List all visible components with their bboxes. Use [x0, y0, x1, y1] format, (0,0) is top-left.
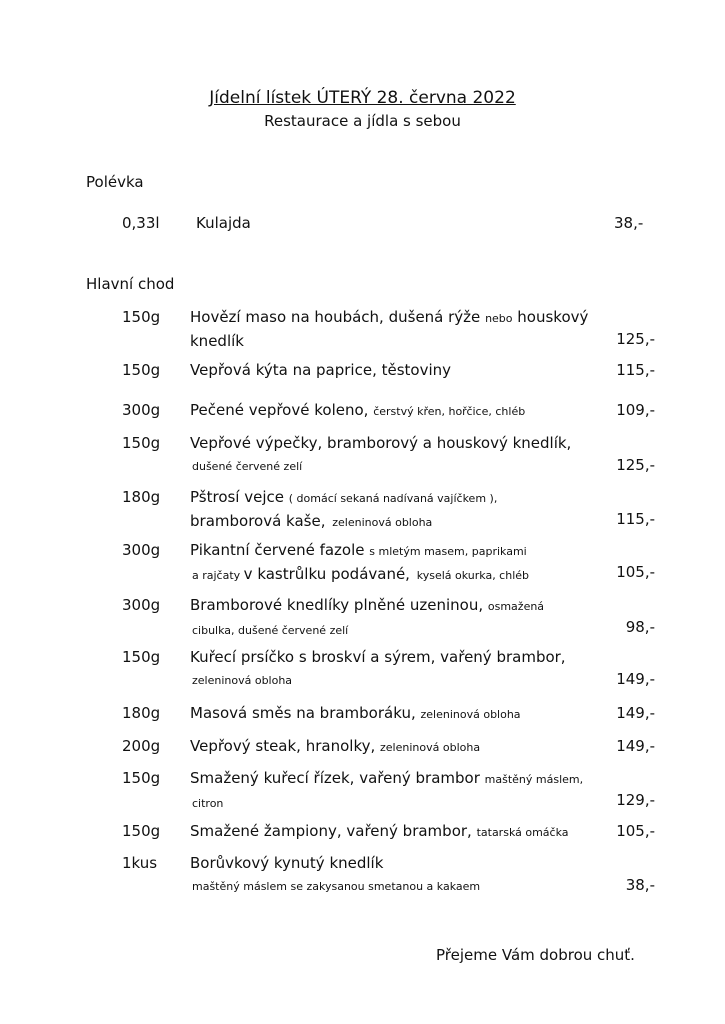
item-qty: 1kus — [122, 854, 158, 872]
page-title: Jídelní lístek ÚTERÝ 28. června 2022 — [209, 88, 516, 108]
item-price: 105,- — [616, 822, 655, 840]
item-price: 115,- — [616, 510, 655, 528]
item-name: Borůvkový kynutý knedlík — [190, 854, 384, 872]
item-qty: 150g — [122, 822, 161, 840]
item-desc — [190, 399, 610, 423]
item-note-prefix: a rajčaty — [192, 569, 244, 582]
item-desc — [190, 646, 610, 692]
item-note: osmažená — [487, 600, 545, 613]
item-note-line2: maštěný máslem se zakysanou smetanou a kakaem — [192, 880, 481, 893]
item-name: Bramborové knedlíky plněné uzeninou, — [190, 596, 488, 614]
item-note-line2: zeleninová obloha — [332, 516, 433, 529]
item-price: 109,- — [616, 401, 655, 419]
item-note: ( domácí sekaná nadívaná vajíčkem ), — [288, 492, 498, 505]
item-desc — [190, 735, 610, 759]
item-qty: 150g — [122, 434, 161, 452]
item-note: maštěný máslem, — [484, 773, 584, 786]
item-desc — [190, 820, 610, 844]
item-qty: 150g — [122, 308, 161, 326]
item-qty: 300g — [122, 541, 161, 559]
item-desc — [190, 702, 610, 726]
item-desc — [190, 767, 610, 815]
item-price: 115,- — [616, 361, 655, 379]
item-price: 149,- — [616, 670, 655, 688]
item-price: 98,- — [625, 618, 655, 636]
item-note: zeleninová obloha — [420, 708, 521, 721]
item-name-line2: v kastrůlku podávané, — [243, 565, 415, 583]
item-name-cont: houskový — [512, 308, 589, 326]
item-note: tatarská omáčka — [476, 826, 569, 839]
item-name: Vepřové výpečky, bramborový a houskový knedlík, — [190, 434, 572, 452]
item-note-line2: citron — [192, 797, 224, 810]
item-price: 149,- — [616, 737, 655, 755]
item-note: dušené červené zelí — [192, 460, 303, 473]
main-heading: Hlavní chod — [86, 275, 175, 293]
item-price: 38,- — [625, 876, 655, 894]
item-desc — [190, 486, 610, 534]
item-note: čerstvý křen, hořčice, chléb — [373, 405, 526, 418]
item-desc — [190, 359, 610, 381]
soup-name: Kulajda — [196, 214, 251, 232]
item-price: 125,- — [616, 456, 655, 474]
item-qty: 180g — [122, 488, 161, 506]
soup-price: 38,- — [614, 214, 644, 232]
soup-heading: Polévka — [86, 173, 144, 191]
item-qty: 150g — [122, 361, 161, 379]
item-note: nebo — [485, 312, 513, 325]
item-name: Smažený kuřecí řízek, vařený brambor — [190, 769, 485, 787]
item-desc — [190, 306, 610, 352]
item-name: Vepřový steak, hranolky, — [190, 737, 381, 755]
item-desc — [190, 432, 610, 478]
item-name-line2: bramborová kaše, — [190, 512, 331, 530]
item-note: s mletým masem, paprikami — [369, 545, 527, 558]
item-desc — [190, 594, 610, 642]
item-note-line2: zeleninová obloha — [192, 674, 293, 687]
item-name: Vepřová kýta na paprice, těstoviny — [190, 361, 452, 379]
item-name: Pikantní červené fazole — [190, 541, 370, 559]
page-subtitle: Restaurace a jídla s sebou — [264, 112, 461, 130]
item-name: Pečené vepřové koleno, — [190, 401, 374, 419]
footer-greeting: Přejeme Vám dobrou chuť. — [436, 946, 635, 964]
item-price: 149,- — [616, 704, 655, 722]
item-qty: 150g — [122, 648, 161, 666]
item-price: 125,- — [616, 330, 655, 348]
item-name-line2: knedlík — [190, 332, 244, 350]
item-qty: 180g — [122, 704, 161, 722]
item-name: Kuřecí prsíčko s broskví a sýrem, vařený brambor, — [190, 648, 566, 666]
item-note-line2: kyselá okurka, chléb — [416, 569, 530, 582]
item-name: Smažené žampiony, vařený brambor, — [190, 822, 477, 840]
item-name: Masová směs na bramboráku, — [190, 704, 421, 722]
item-qty: 300g — [122, 401, 161, 419]
item-qty: 300g — [122, 596, 161, 614]
item-note-line2: cibulka, dušené červené zelí — [192, 624, 349, 637]
item-qty: 200g — [122, 737, 161, 755]
item-note: zeleninová obloha — [380, 741, 481, 754]
item-price: 105,- — [616, 563, 655, 581]
soup-qty: 0,33l — [122, 214, 160, 232]
item-name: Pštrosí vejce — [190, 488, 289, 506]
item-desc — [190, 539, 610, 587]
item-qty: 150g — [122, 769, 161, 787]
item-price: 129,- — [616, 791, 655, 809]
item-desc — [190, 852, 610, 898]
item-name: Hovězí maso na houbách, dušená rýže — [190, 308, 486, 326]
